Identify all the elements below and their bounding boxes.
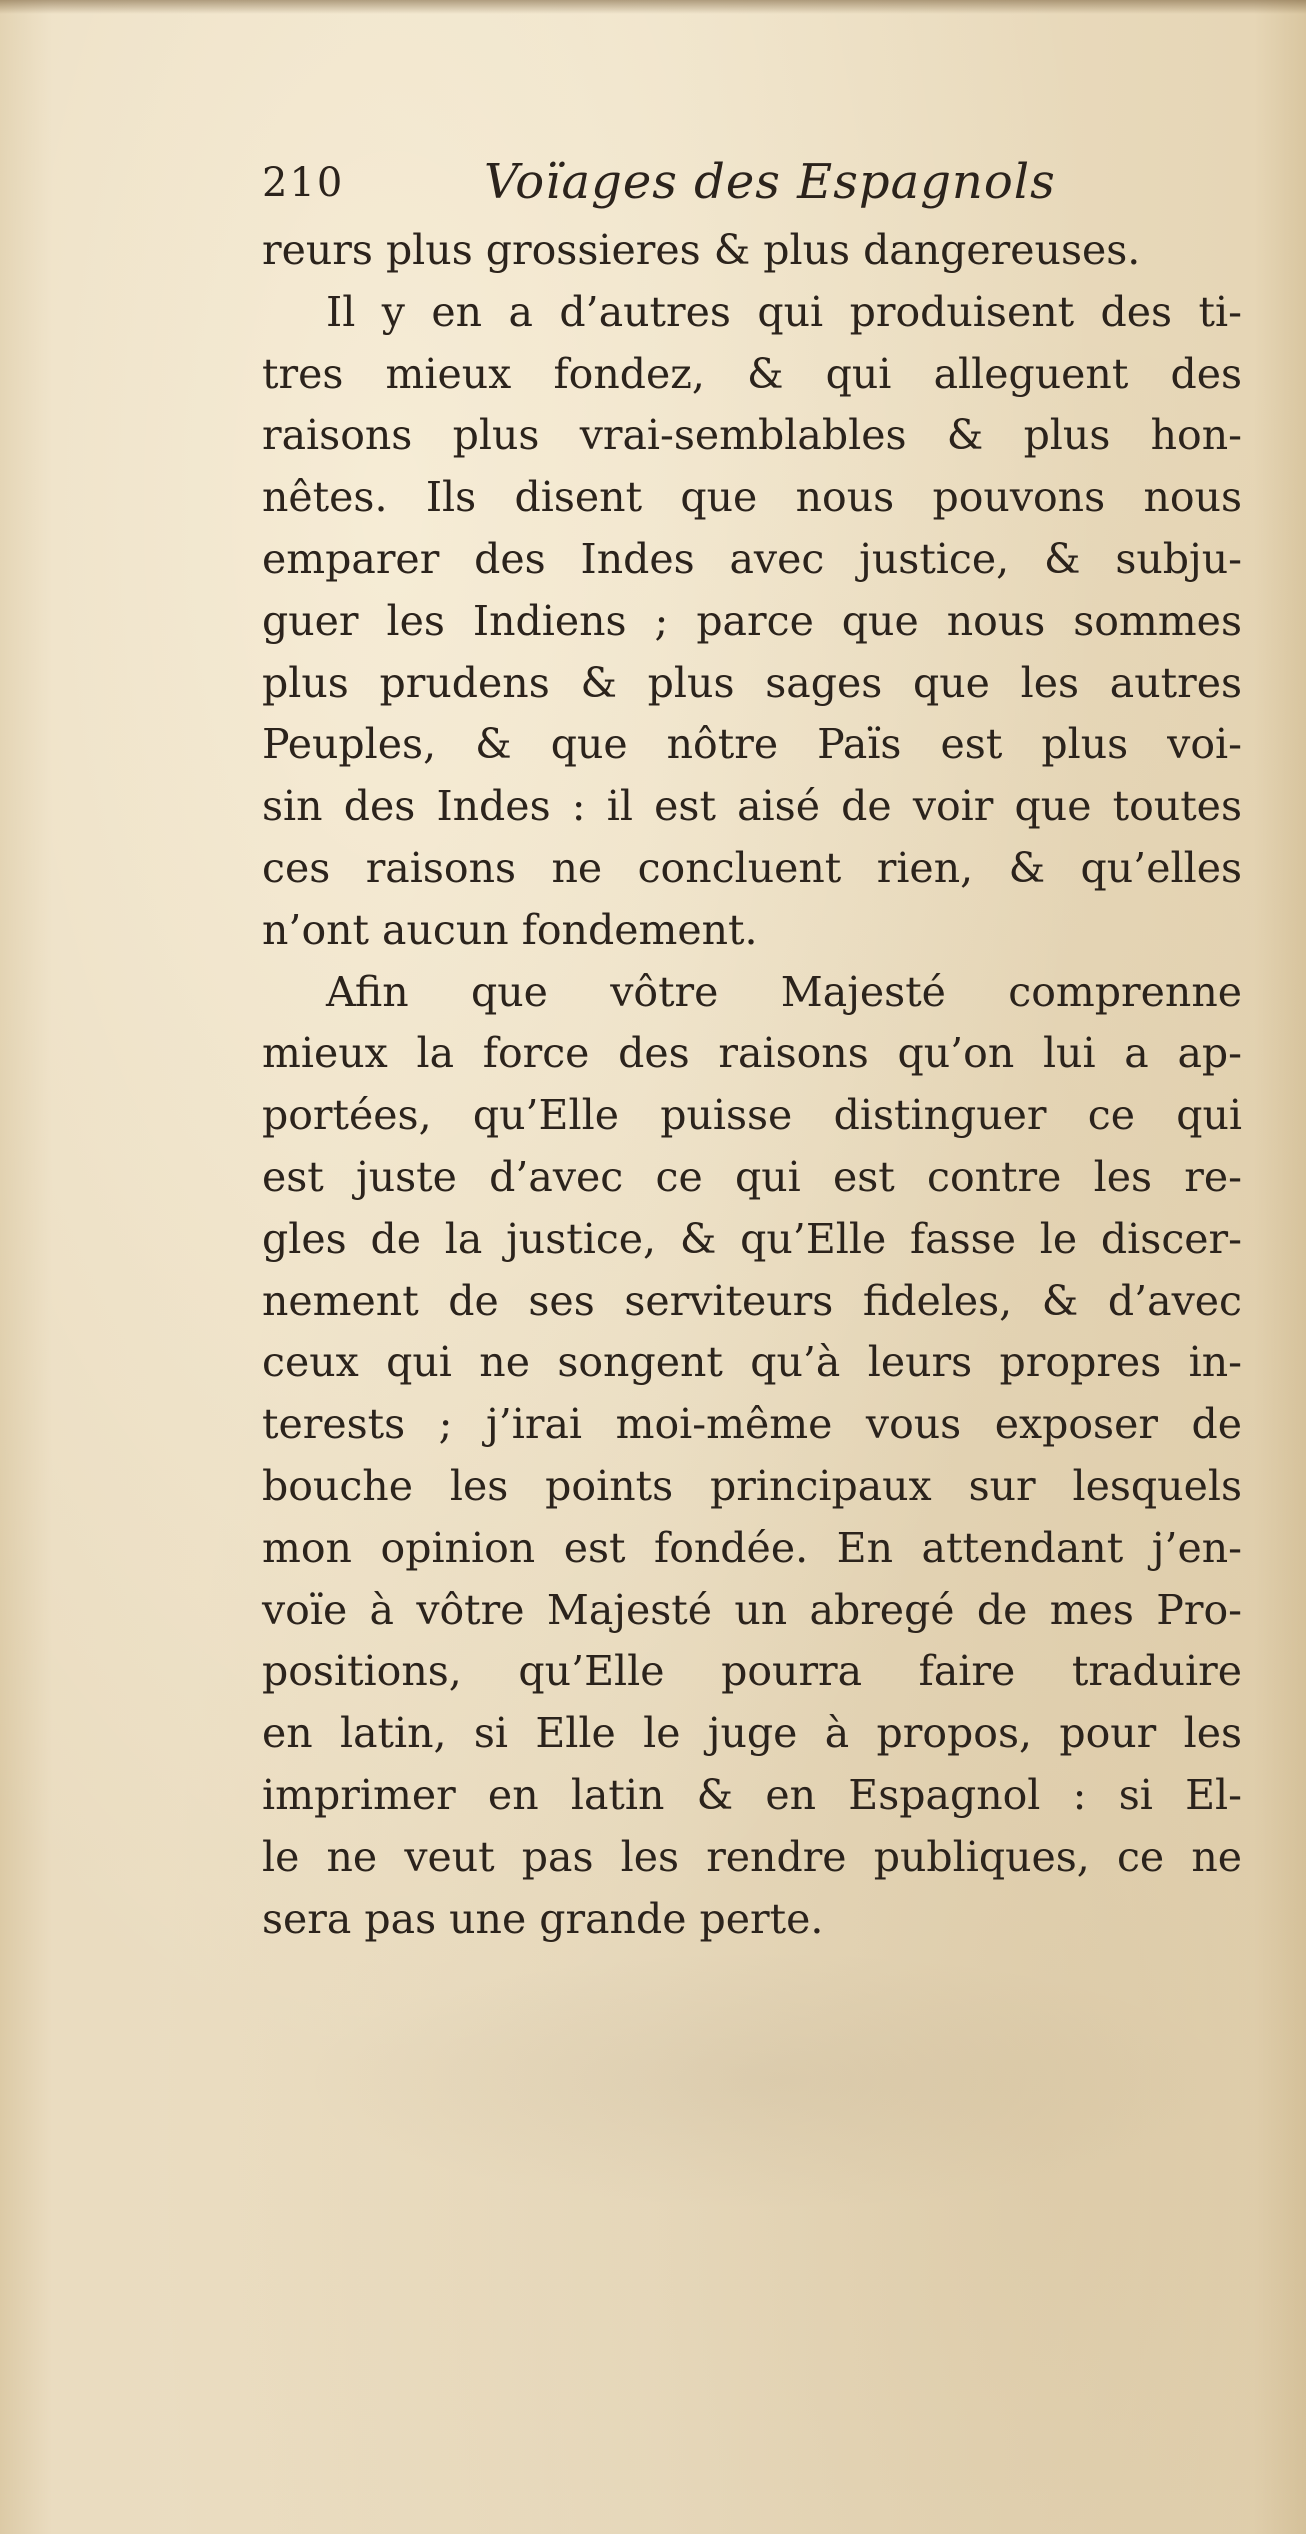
text-line: imprimer en latin & en Espagnol : si El- xyxy=(262,1770,1242,1819)
page-edge-shadow xyxy=(0,0,1306,14)
text-line: gles de la justice, & qu’Elle fasse le discer- xyxy=(262,1214,1242,1263)
text-line: terests ; j’irai moi-même vous exposer de xyxy=(262,1400,1242,1449)
text-line: le ne veut pas les rendre publiques, ce ne xyxy=(262,1832,1242,1881)
text-line: mieux la force des raisons qu’on lui a ap- xyxy=(262,1029,1242,1078)
running-title: Voïages des Espagnols xyxy=(484,154,1056,210)
text-line: sera pas une grande perte. xyxy=(262,1894,824,1943)
text-line: Afin que vôtre Majesté comprenne xyxy=(326,967,1242,1016)
text-line: voïe à vôtre Majesté un abregé de mes Pro- xyxy=(262,1585,1242,1634)
text-line: nêtes. Ils disent que nous pouvons nous xyxy=(262,473,1242,522)
text-line: mon opinion est fondée. En attendant j’en- xyxy=(262,1523,1242,1572)
text-line: Peuples, & que nôtre Païs est plus voi- xyxy=(262,720,1242,769)
text-line: n’ont aucun fondement. xyxy=(262,905,758,954)
text-line: est juste d’avec ce qui est contre les re- xyxy=(262,1152,1242,1201)
text-line: portées, qu’Elle puisse distinguer ce qui xyxy=(262,1091,1242,1140)
text-line: ces raisons ne concluent rien, & qu’elles xyxy=(262,843,1242,892)
text-line: nement de ses serviteurs fideles, & d’avec xyxy=(262,1276,1242,1325)
body-text xyxy=(262,220,1242,1950)
show-through-bleed xyxy=(300,1950,1240,2210)
text-line: Il y en a d’autres qui produisent des ti- xyxy=(326,287,1242,336)
text-line: en latin, si Elle le juge à propos, pour les xyxy=(262,1709,1242,1758)
page-header xyxy=(262,150,1242,220)
text-line: reurs plus grossieres & plus dangereuses. xyxy=(262,226,1141,274)
text-line: tres mieux fondez, & qui alleguent des xyxy=(262,349,1242,398)
text-line: plus prudens & plus sages que les autres xyxy=(262,658,1242,707)
text-line: sin des Indes : il est aisé de voir que toutes xyxy=(262,782,1242,831)
text-line: ceux qui ne songent qu’à leurs propres in- xyxy=(262,1338,1242,1387)
text-line: guer les Indiens ; parce que nous sommes xyxy=(262,596,1242,645)
text-line: positions, qu’Elle pourra faire traduire xyxy=(262,1647,1242,1696)
text-line: emparer des Indes avec justice, & subju- xyxy=(262,534,1242,583)
text-line: bouche les points principaux sur lesquels xyxy=(262,1461,1242,1510)
page-number: 210 xyxy=(262,160,345,206)
text-line: raisons plus vrai-semblables & plus hon- xyxy=(262,411,1242,460)
